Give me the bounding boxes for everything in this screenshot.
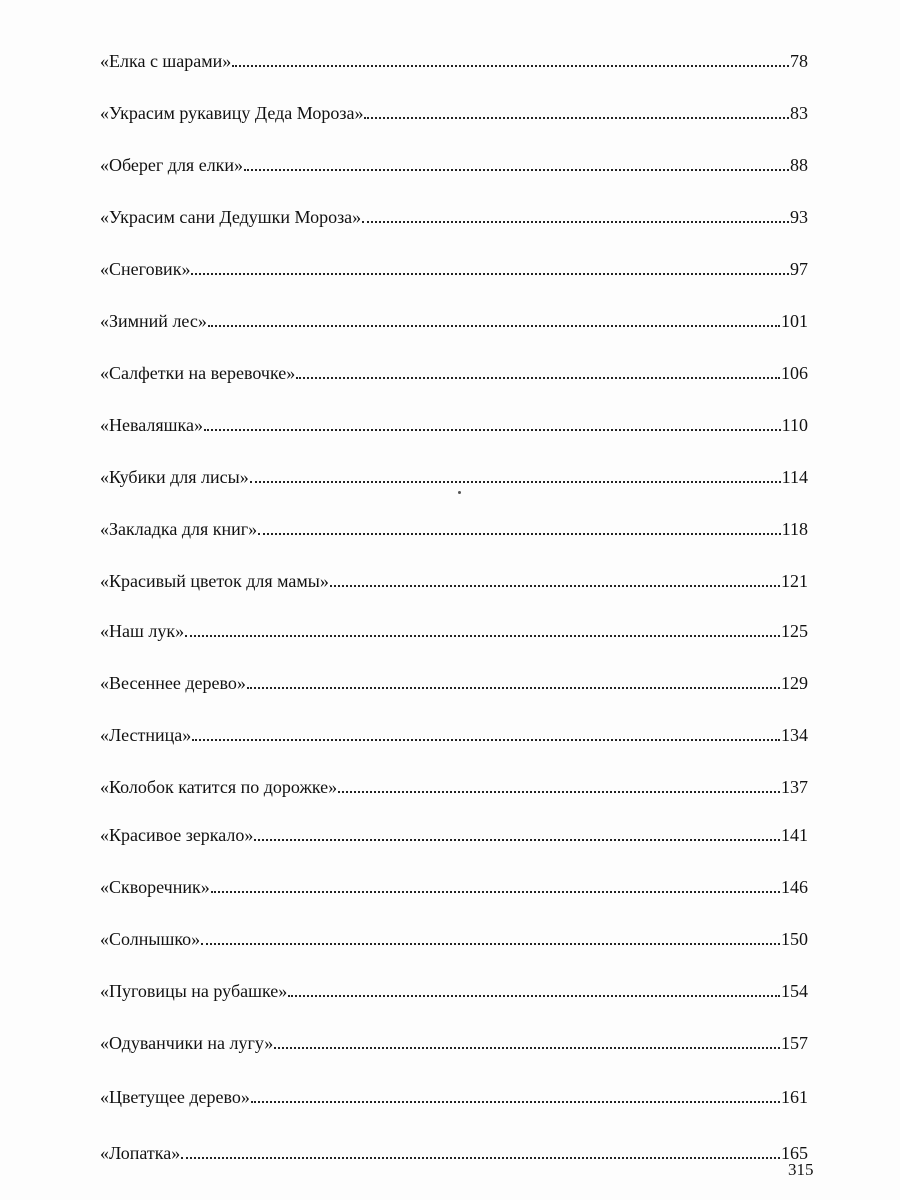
toc-entry-page: 146 <box>781 877 808 897</box>
toc-entry-page: 121 <box>781 571 808 591</box>
toc-entry <box>100 564 808 592</box>
toc-entry <box>100 818 808 846</box>
toc-entry-title: «Снеговик» <box>100 259 191 279</box>
dot-leader <box>254 838 780 841</box>
toc-entry-title: «Весеннее дерево» <box>100 673 246 693</box>
toc-entry-page: 83 <box>790 103 808 123</box>
toc-entry-page: 154 <box>781 981 808 1001</box>
toc-entry <box>100 1080 808 1108</box>
toc-entry-title: «Цветущее дерево» <box>100 1087 250 1107</box>
print-speck <box>458 491 461 494</box>
toc-entry-page: 161 <box>781 1087 808 1107</box>
toc-entry <box>100 718 808 746</box>
dot-leader <box>208 324 780 327</box>
dot-leader <box>250 480 781 483</box>
dot-leader <box>362 220 789 223</box>
toc-entry-title: «Лопатка» <box>100 1143 181 1163</box>
toc-entry <box>100 614 808 642</box>
toc-entry-title: «Салфетки на веревочке» <box>100 363 296 383</box>
toc-entry-page: 114 <box>781 467 808 487</box>
toc-entry-page: 93 <box>790 207 808 227</box>
dot-leader <box>296 376 780 379</box>
toc-entry-title: «Колобок катится по дорожке» <box>100 777 338 797</box>
dot-leader <box>251 1100 780 1103</box>
toc-entry-page: 165 <box>781 1143 808 1163</box>
toc-entry <box>100 200 808 228</box>
toc-entry <box>100 1026 808 1054</box>
toc-entry-title: «Закладка для книг» <box>100 519 258 539</box>
toc-entry-page: 110 <box>781 415 808 435</box>
dot-leader <box>211 890 780 893</box>
dot-leader <box>181 1156 780 1159</box>
toc-entry <box>100 44 808 72</box>
page-number: 315 <box>788 1160 814 1179</box>
toc-entry-title: «Украсим сани Дедушки Мороза» <box>100 207 362 227</box>
dot-leader <box>338 790 780 793</box>
toc-entry <box>100 96 808 124</box>
dot-leader <box>185 634 780 637</box>
toc-entry-page: 157 <box>781 1033 808 1053</box>
toc-entry-title: «Зимний лес» <box>100 311 207 331</box>
toc-entry-title: «Красивое зеркало» <box>100 825 254 845</box>
toc-entry-page: 101 <box>781 311 808 331</box>
toc-entry <box>100 460 808 488</box>
toc-entry-page: 137 <box>781 777 808 797</box>
toc-entry <box>100 770 808 798</box>
toc-entry-page: 88 <box>790 155 808 175</box>
toc-entry <box>100 922 808 950</box>
toc-entry-title: «Елка с шарами» <box>100 51 232 71</box>
toc-entry-title: «Оберег для елки» <box>100 155 244 175</box>
dot-leader <box>191 272 789 275</box>
dot-leader <box>192 738 780 741</box>
toc-entry <box>100 304 808 332</box>
toc-entry <box>100 870 808 898</box>
toc-entry <box>100 512 808 540</box>
toc-entry <box>100 974 808 1002</box>
toc-entry <box>100 148 808 176</box>
dot-leader <box>330 584 780 587</box>
toc-entry-title: «Одуванчики на лугу» <box>100 1033 274 1053</box>
toc-entry-page: 125 <box>781 621 808 641</box>
toc-entry <box>100 252 808 280</box>
toc-entry-page: 150 <box>781 929 808 949</box>
toc-entry <box>100 666 808 694</box>
dot-leader <box>204 428 781 431</box>
toc-entry-page: 134 <box>781 725 808 745</box>
toc-entry-page: 97 <box>790 259 808 279</box>
dot-leader <box>244 168 789 171</box>
dot-leader <box>201 942 780 945</box>
toc-entry-title: «Скворечник» <box>100 877 210 897</box>
toc-entry-title: «Украсим рукавицу Деда Мороза» <box>100 103 364 123</box>
toc-entry-title: «Красивый цветок для мамы» <box>100 571 329 591</box>
toc-entry-page: 78 <box>790 51 808 71</box>
toc-entry-title: «Пуговицы на рубашке» <box>100 981 288 1001</box>
toc-entry-title: «Кубики для лисы» <box>100 467 249 487</box>
dot-leader <box>232 64 789 67</box>
dot-leader <box>258 532 780 535</box>
toc-entry-page: 129 <box>781 673 808 693</box>
dot-leader <box>288 994 780 997</box>
toc-entry-title: «Лестница» <box>100 725 192 745</box>
toc-entry <box>100 1136 808 1164</box>
dot-leader <box>274 1046 780 1049</box>
toc-entry-page: 106 <box>781 363 808 383</box>
toc-entry-title: «Солнышко» <box>100 929 201 949</box>
toc-entry-page: 141 <box>781 825 808 845</box>
toc-entry-page: 118 <box>781 519 808 539</box>
dot-leader <box>364 116 789 119</box>
toc-entry-title: «Наш лук» <box>100 621 185 641</box>
toc-entry <box>100 408 808 436</box>
toc-entry <box>100 356 808 384</box>
dot-leader <box>247 686 780 689</box>
toc-entry-title: «Неваляшка» <box>100 415 203 435</box>
